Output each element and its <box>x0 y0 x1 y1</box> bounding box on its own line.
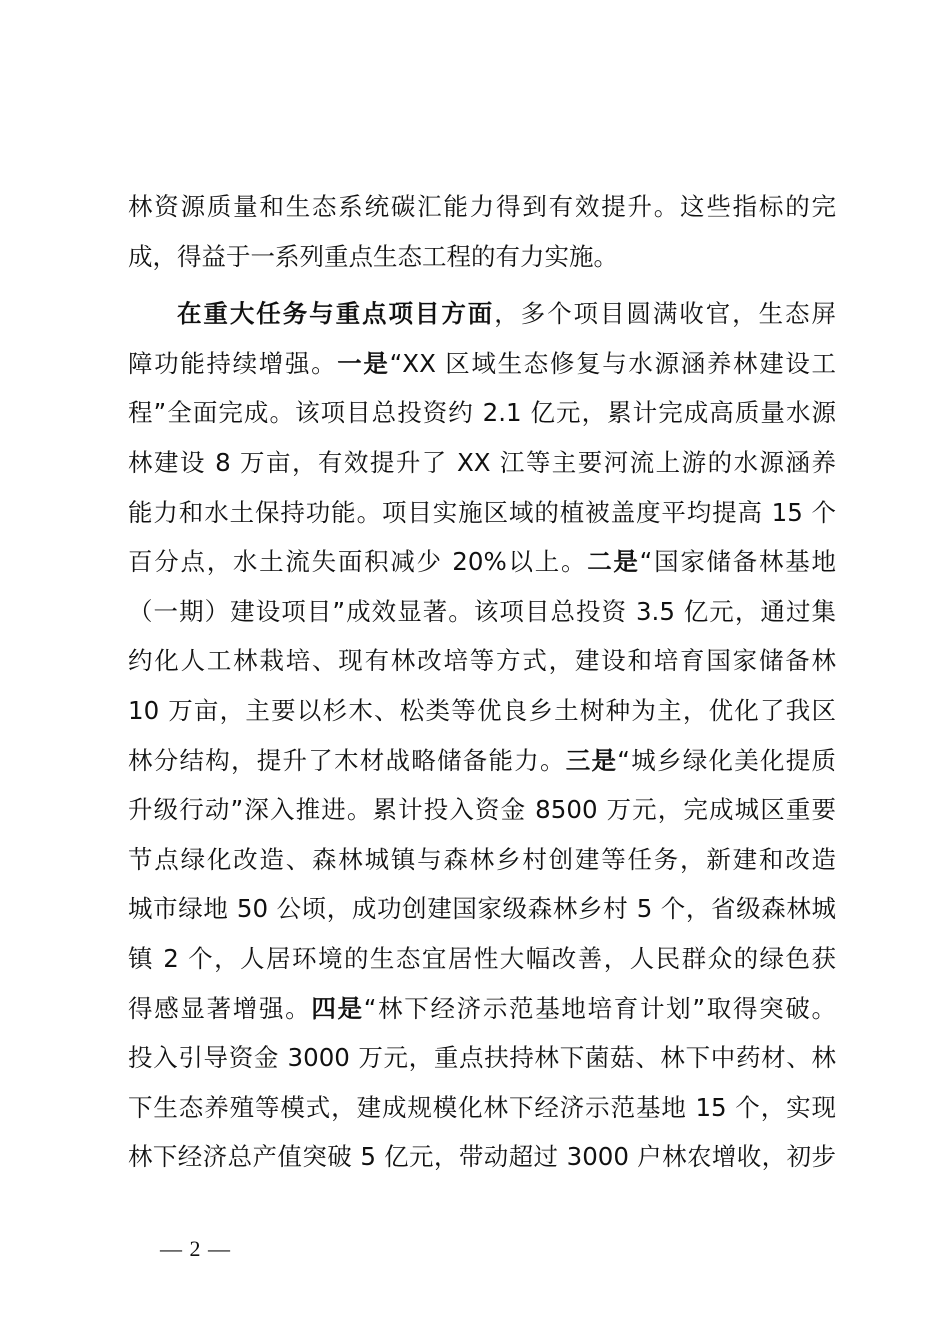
text-segment: 投入引导资金 3000 万元，重点扶持林下菌菇、林下中药材、林 <box>128 1043 836 1073</box>
text-line <box>128 1132 836 1182</box>
text-line <box>128 785 836 835</box>
bold-lead-text: 二是 <box>587 547 640 577</box>
text-segment: “国家储备林基地 <box>639 547 836 577</box>
text-line: 成，得益于一系列重点生态工程的有力实施。 <box>128 241 618 271</box>
body-text <box>128 182 836 1182</box>
text-segment: 障功能持续增强。 <box>128 348 338 378</box>
text-line <box>128 388 836 438</box>
text-line <box>128 1033 836 1083</box>
text-line <box>128 587 836 637</box>
bold-lead-text: 三是 <box>565 745 618 775</box>
bold-lead-text: 四是 <box>311 993 364 1023</box>
text-line <box>128 339 836 389</box>
text-segment: 林下经济总产值突破 5 亿元，带动超过 3000 户林农增收，初步 <box>128 1142 836 1172</box>
text-line <box>128 934 836 984</box>
text-line: 林资源质量和生态系统碳汇能力得到有效提升。这些指标的完 <box>128 192 836 221</box>
text-segment: 林分结构，提升了木材战略储备能力。 <box>128 745 566 775</box>
text-line <box>128 1083 836 1133</box>
text-segment: 10 万亩，主要以杉木、松类等优良乡土树种为主，优化了我区 <box>128 695 836 725</box>
text-segment: 升级行动”深入推进。累计投入资金 8500 万元，完成城区重要 <box>128 795 836 825</box>
text-line <box>128 636 836 686</box>
text-line <box>128 736 836 786</box>
text-line <box>128 884 836 934</box>
text-segment: 城市绿地 50 公顷，成功创建国家级森林乡村 5 个，省级森林城 <box>128 894 836 924</box>
text-line <box>128 289 836 339</box>
text-line <box>128 537 836 587</box>
text-segment: “城乡绿化美化提质 <box>617 745 837 775</box>
text-segment: ，多个项目圆满收官，生态屏 <box>494 299 836 329</box>
bold-lead-text: 在重大任务与重点项目方面 <box>177 299 495 329</box>
text-line <box>128 984 836 1034</box>
text-segment: “XX 区域生态修复与水源涵养林建设工 <box>389 348 837 378</box>
text-segment: 下生态养殖等模式，建成规模化林下经济示范基地 15 个，实现 <box>128 1092 836 1122</box>
text-line <box>128 488 836 538</box>
paragraph-2 <box>128 289 836 1182</box>
text-segment: 得感显著增强。 <box>128 993 312 1023</box>
text-segment: 林建设 8 万亩，有效提升了 XX 江等主要河流上游的水源涵养 <box>128 447 836 477</box>
text-segment: “林下经济示范基地培育计划”取得突破。 <box>363 993 837 1023</box>
text-segment: 节点绿化改造、森林城镇与森林乡村创建等任务，新建和改造 <box>128 844 836 874</box>
bold-lead-text: 一是 <box>337 348 390 378</box>
text-segment: 约化人工林栽培、现有林改培等方式，建设和培育国家储备林 <box>128 646 836 676</box>
text-segment: （一期）建设项目”成效显著。该项目总投资 3.5 亿元，通过集 <box>128 596 836 626</box>
page-number: — 2 — <box>160 1236 231 1261</box>
text-line <box>128 686 836 736</box>
text-line <box>128 835 836 885</box>
text-segment: 镇 2 个，人居环境的生态宜居性大幅改善，人民群众的绿色获 <box>128 943 836 973</box>
paragraph-1 <box>128 182 836 281</box>
text-line <box>128 438 836 488</box>
text-segment: 能力和水土保持功能。项目实施区域的植被盖度平均提高 15 个 <box>128 497 836 527</box>
text-segment: 百分点，水土流失面积减少 20%以上。 <box>128 547 588 577</box>
paragraph-gap <box>128 281 836 289</box>
text-segment: 程”全面完成。该项目总投资约 2.1 亿元，累计完成高质量水源 <box>128 398 836 428</box>
